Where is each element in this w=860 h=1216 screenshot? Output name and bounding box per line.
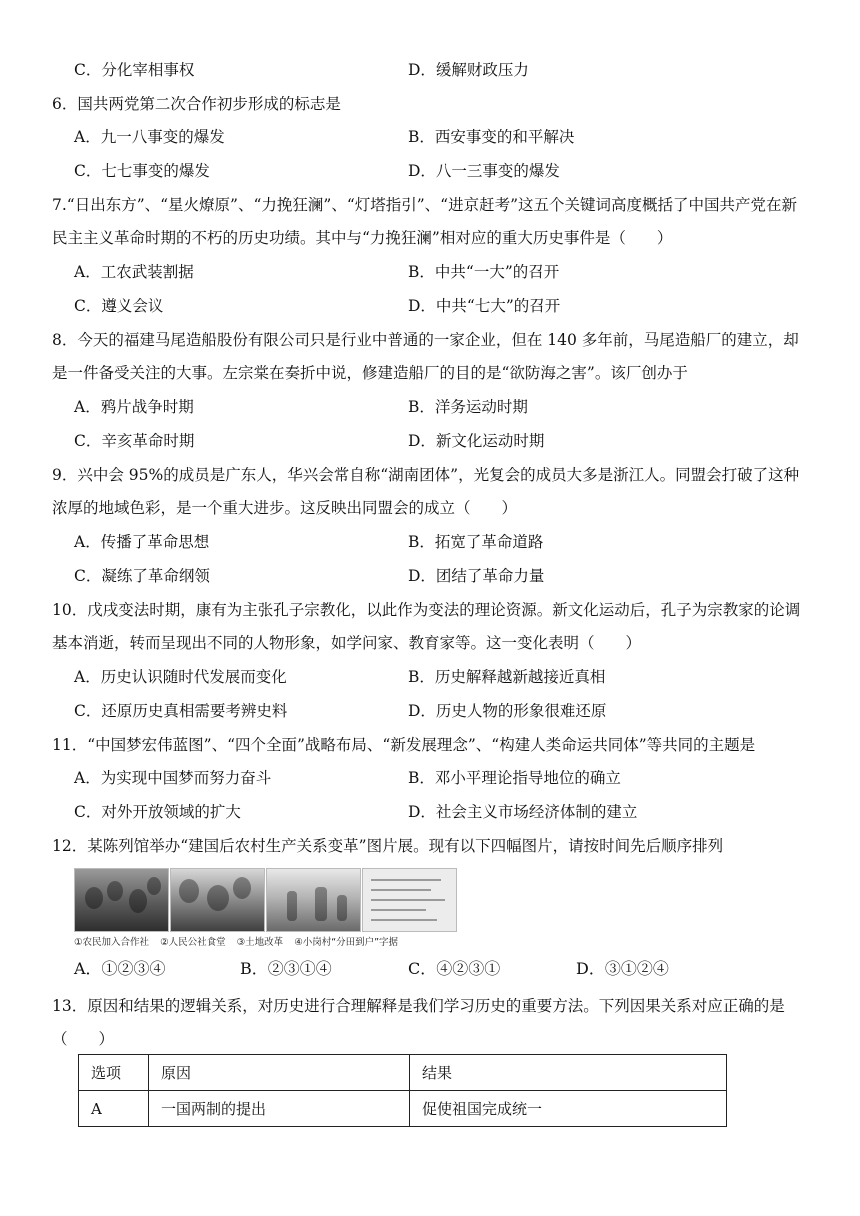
table-row [79,1091,727,1127]
q11-stem: 11．“中国梦宏伟蓝图”、“四个全面”战略布局、“新发展理念”、“构建人类命运共同体”等共同的主题是 [52,736,756,754]
q10-option-b: B．历史解释越新越接近真相 [408,668,606,686]
table-header-row [79,1055,727,1091]
caption-2: ②人民公社食堂 [160,937,226,948]
q8-option-c: C．辛亥革命时期 [74,432,195,450]
q6-option-c: C．七七事变的爆发 [74,162,210,180]
q11-option-b: B．邓小平理论指导地位的确立 [408,769,621,787]
q7-stem-line2: 民主主义革命时期的不朽的历史功绩。其中与“力挽狂澜”相对应的重大历史事件是（ ） [52,229,673,247]
q10-stem-line2: 基本消逝，转而呈现出不同的人物形象，如学问家、教育家等。这一变化表明（ ） [52,634,642,652]
q9-stem-line1: 9．兴中会 95%的成员是广东人，华兴会常自称“湖南团体”，光复会的成员大多是浙江人。同盟会打破了这种 [52,466,800,484]
q12-image-strip [74,868,434,948]
q7-option-b: B．中共“一大”的召开 [408,263,560,281]
q11-option-c: C．对外开放领域的扩大 [74,803,241,821]
q6-option-b: B．西安事变的和平解决 [408,128,575,146]
table-cell-option: A [79,1091,149,1127]
q11-option-d: D．社会主义市场经济体制的建立 [408,803,638,821]
q13-table [78,1054,727,1127]
q7-option-d: D．中共“七大”的召开 [408,297,561,315]
q7-option-a: A．工农武装割据 [74,263,194,281]
q8-stem-line2: 是一件备受关注的大事。左宗棠在奏折中说，修建造船厂的目的是“欲防海之害”。该厂创办于 [52,364,688,382]
q10-option-c: C．还原历史真相需要考辨史料 [74,702,288,720]
q5-option-c: C．分化宰相事权 [74,61,195,79]
q10-option-d: D．历史人物的形象很难还原 [408,702,607,720]
q5-option-d: D．缓解财政压力 [408,61,529,79]
q6-option-d: D．八一三事变的爆发 [408,162,560,180]
photo-cooperative [74,868,169,932]
table-cell-result: 促使祖国完成统一 [410,1091,727,1127]
caption-4: ④小岗村“分田到户”字据 [294,937,399,948]
photo-commune-canteen [170,868,265,932]
q11-option-a: A．为实现中国梦而努力奋斗 [74,769,272,787]
q13-stem: 13．原因和结果的逻辑关系，对历史进行合理解释是我们学习历史的重要方法。下列因果关系对应正确的是 [52,997,785,1015]
q12-option-c: C．④②③① [408,959,501,978]
q10-option-a: A．历史认识随时代发展而变化 [74,668,287,686]
q13-answer-paren: （ ） [52,1030,115,1048]
q8-option-d: D．新文化运动时期 [408,432,545,450]
table-header-cause: 原因 [149,1055,410,1091]
photo-land-reform [266,868,361,932]
q8-option-b: B．洋务运动时期 [408,398,528,416]
q7-stem-line1: 7.“日出东方”、“星火燎原”、“力挽狂澜”、“灯塔指引”、“进京赶考”这五个关键词高度概括了中国共产党在新 [52,196,798,214]
q12-image-captions [74,934,406,948]
q9-option-d: D．团结了革命力量 [408,567,545,585]
photo-contract-document [362,868,457,932]
q9-option-c: C．凝练了革命纲领 [74,567,210,585]
q9-option-b: B．拓宽了革命道路 [408,533,544,551]
q12-stem: 12．某陈列馆举办“建国后农村生产关系变革”图片展。现有以下四幅图片，请按时间先后顺序排列 [52,837,724,855]
q9-option-a: A．传播了革命思想 [74,533,210,551]
q12-option-b: B．②③①④ [240,959,332,978]
caption-3: ③土地改革 [236,937,284,948]
q12-option-a: A．①②③④ [74,959,166,978]
table-header-result: 结果 [410,1055,727,1091]
q8-option-a: A．鸦片战争时期 [74,398,194,416]
q12-option-d: D．③①②④ [576,959,669,978]
q7-option-c: C．遵义会议 [74,297,164,315]
caption-1: ①农民加入合作社 [74,937,150,948]
q6-option-a: A．九一八事变的爆发 [74,128,225,146]
table-header-option: 选项 [79,1055,149,1091]
q9-stem-line2: 浓厚的地域色彩，是一个重大进步。这反映出同盟会的成立（ ） [52,499,518,517]
q10-stem-line1: 10．戊戌变法时期，康有为主张孔子宗教化，以此作为变法的理论资源。新文化运动后，孔子为宗教家的论调 [52,601,801,619]
table-cell-cause: 一国两制的提出 [149,1091,410,1127]
q12-options [74,958,774,980]
q8-stem-line1: 8．今天的福建马尾造船股份有限公司只是行业中普通的一家企业，但在 140 多年前，马尾造船厂的建立，却 [52,331,799,349]
q6-stem: 6．国共两党第二次合作初步形成的标志是 [52,95,341,113]
